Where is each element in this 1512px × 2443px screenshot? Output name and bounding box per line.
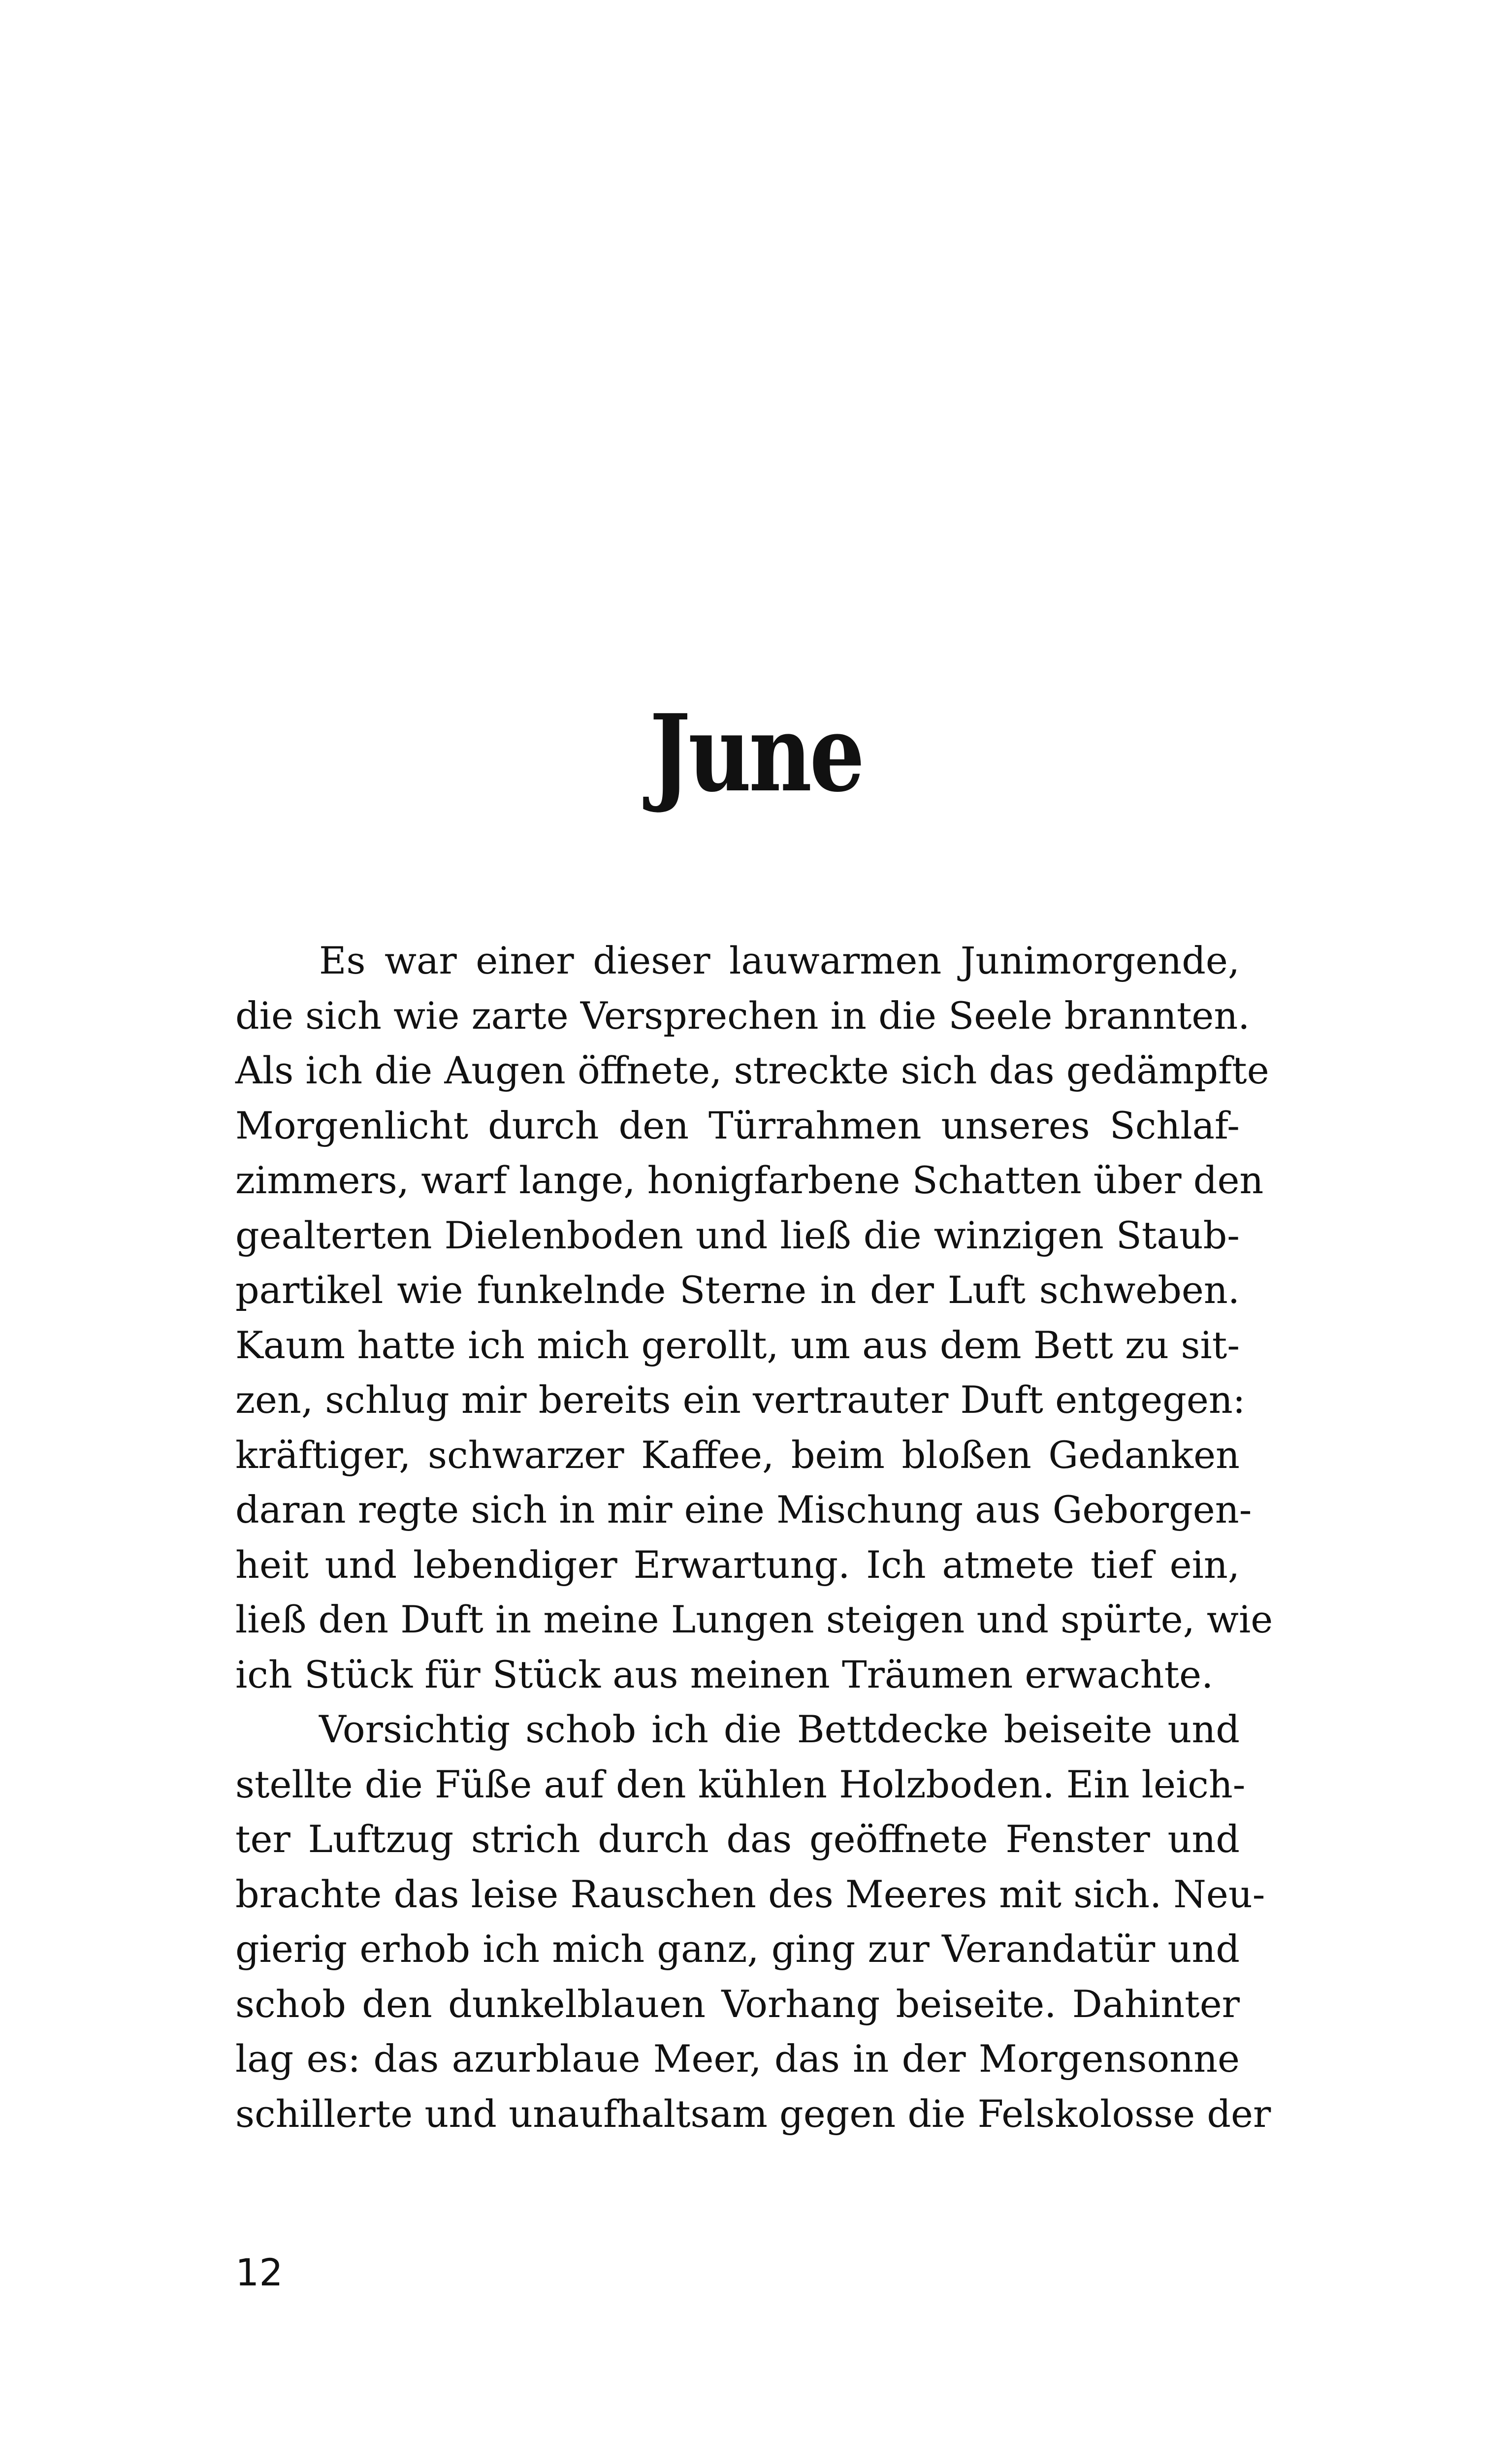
text-line: Kaum hatte ich mich gerollt, um aus dem Bett zu sit- xyxy=(235,1323,1240,1367)
text-line: zen, schlug mir bereits ein vertrauter Duft entgegen: xyxy=(235,1378,1246,1422)
text-line: partikel wie funkelnde Sterne in der Luft schweben. xyxy=(235,1268,1240,1312)
text-line: gierig erhob ich mich ganz, ging zur Verandatür und xyxy=(235,1927,1240,1971)
text-line: schob den dunkelblauen Vorhang beiseite. Dahinter xyxy=(235,1982,1240,2026)
text-line: zimmers, warf lange, honigfarbene Schatten über den xyxy=(235,1158,1264,1202)
chapter-title: June xyxy=(649,691,863,815)
body-text xyxy=(235,933,1273,2141)
text-line: Morgenlicht durch den Türrahmen unseres Schlaf- xyxy=(235,1103,1240,1147)
text-line: heit und lebendiger Erwartung. Ich atmete tief ein, xyxy=(235,1542,1240,1587)
text-line: lag es: das azurblaue Meer, das in der Morgensonne xyxy=(235,2037,1240,2081)
text-line: kräftiger, schwarzer Kaffee, beim bloßen Gedanken xyxy=(235,1433,1240,1477)
text-line: die sich wie zarte Versprechen in die Seele brannten. xyxy=(235,993,1250,1038)
text-line: brachte das leise Rauschen des Meeres mit sich. Neu- xyxy=(235,1872,1265,1916)
paragraph-2 xyxy=(235,1702,1271,2141)
text-line: ter Luftzug strich durch das geöffnete Fenster und xyxy=(235,1817,1240,1861)
page-number: 12 xyxy=(235,2250,283,2294)
text-line: Als ich die Augen öffnete, streckte sich das gedämpfte xyxy=(235,1048,1269,1092)
text-line: schillerte und unaufhaltsam gegen die Felskolosse der xyxy=(235,2091,1271,2136)
text-line: daran regte sich in mir eine Mischung aus Geborgen- xyxy=(235,1488,1252,1531)
text-line: Vorsichtig schob ich die Bettdecke beiseite und xyxy=(319,1707,1240,1751)
text-line: Es war einer dieser lauwarmen Junimorgende, xyxy=(319,939,1240,982)
text-line: stellte die Füße auf den kühlen Holzboden. Ein leich- xyxy=(235,1762,1246,1806)
paragraph-1 xyxy=(235,933,1273,1702)
text-line: gealterten Dielenboden und ließ die winzigen Staub- xyxy=(235,1213,1240,1257)
text-line: ließ den Duft in meine Lungen steigen und spürte, wie xyxy=(235,1597,1273,1641)
text-line: ich Stück für Stück aus meinen Träumen erwachte. xyxy=(235,1652,1214,1696)
